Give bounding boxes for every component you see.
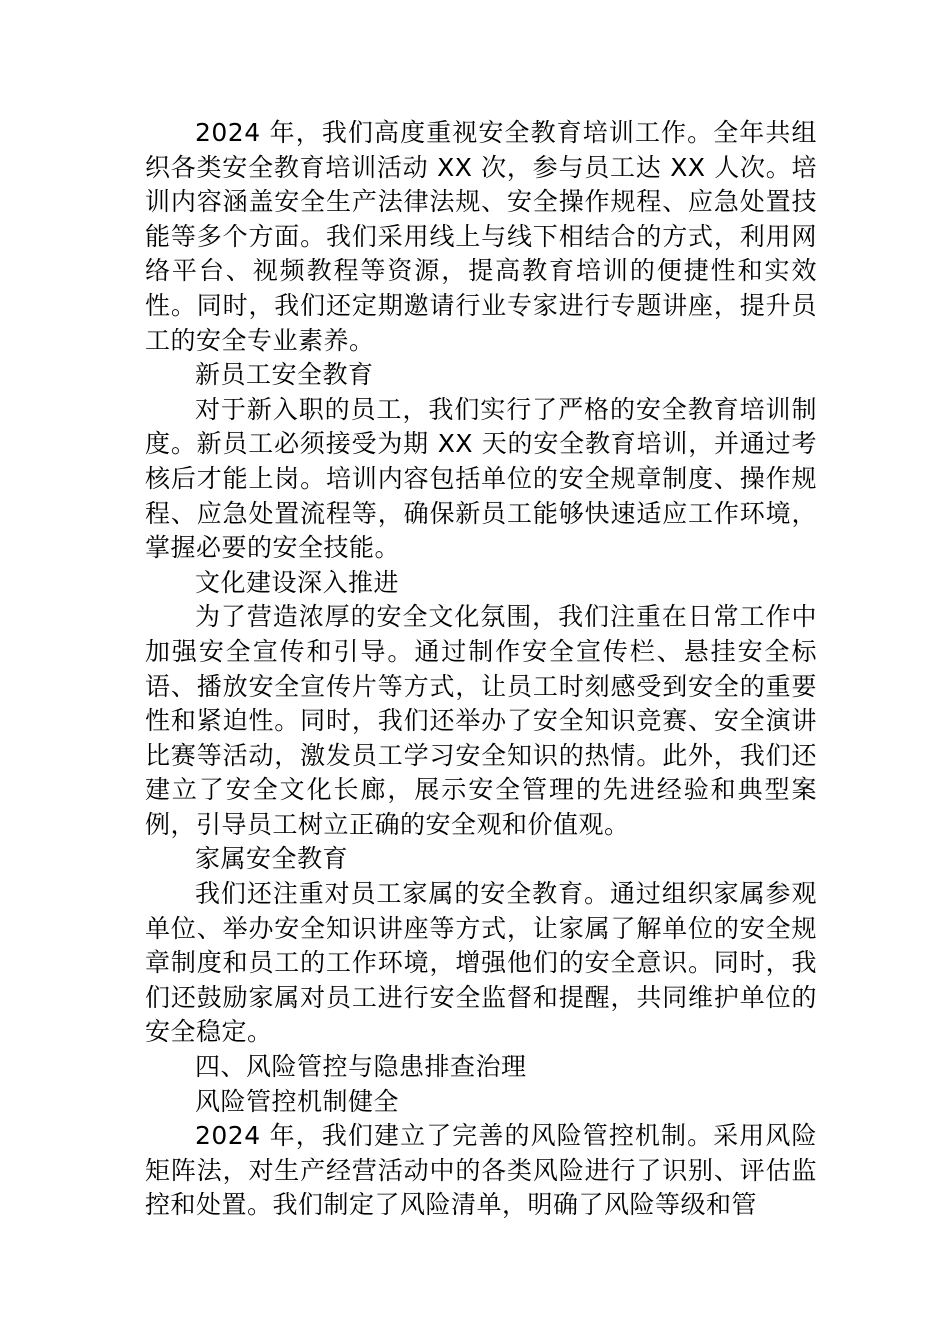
section-heading-risk-control: 四、风险管控与隐患排查治理 [195, 1052, 527, 1082]
paragraph-training-overview: 2024 年，我们高度重视安全教育培训工作。全年共组织各类安全教育培训活动 XX 次，参与员工达 XX 人次。培训内容涵盖安全生产法律法规、安全操作规程、应急处置技能等多个方面。我们采用线上与线下相结合的方式，利用网络平台、视频教程等资源，提高教育培训的便捷性和实效性。同时，我们还定期邀请行业专家进行专题讲座，提升员工的安全专业素养。 [145, 118, 817, 355]
heading-culture-building: 文化建设深入推进 [195, 567, 400, 597]
heading-risk-mechanism: 风险管控机制健全 [195, 1086, 400, 1116]
document-body [145, 116, 817, 1223]
paragraph-risk-mechanism: 2024 年，我们建立了完善的风险管控机制。采用风险矩阵法，对生产经营活动中的各类风险进行了识别、评估监控和处置。我们制定了风险清单，明确了风险等级和管 [145, 1121, 817, 1220]
paragraph-new-employee-safety: 对于新入职的员工，我们实行了严格的安全教育培训制度。新员工必须接受为期 XX 天的安全教育培训，并通过考核后才能上岗。培训内容包括单位的安全规章制度、操作规程、应急处置流程等，确保新员工能够快速适应工作环境，掌握必要的安全技能。 [145, 394, 817, 563]
paragraph-culture-building: 为了营造浓厚的安全文化氛围，我们注重在日常工作中加强安全宣传和引导。通过制作安全宣传栏、悬挂安全标语、播放安全宣传片等方式，让员工时刻感受到安全的重要性和紧迫性。同时，我们还举办了安全知识竞赛、安全演讲比赛等活动，激发员工学习安全知识的热情。此外，我们还建立了安全文化长廊，展示安全管理的先进经验和典型案例，引导员工树立正确的安全观和价值观。 [145, 602, 817, 839]
paragraph-family-safety: 我们还注重对员工家属的安全教育。通过组织家属参观单位、举办安全知识讲座等方式，让家属了解单位的安全规章制度和员工的工作环境，增强他们的安全意识。同时，我们还鼓励家属对员工进行安全监督和提醒，共同维护单位的安全稳定。 [145, 879, 817, 1047]
heading-new-employee-safety: 新员工安全教育 [195, 360, 374, 390]
heading-family-safety: 家属安全教育 [195, 844, 349, 874]
